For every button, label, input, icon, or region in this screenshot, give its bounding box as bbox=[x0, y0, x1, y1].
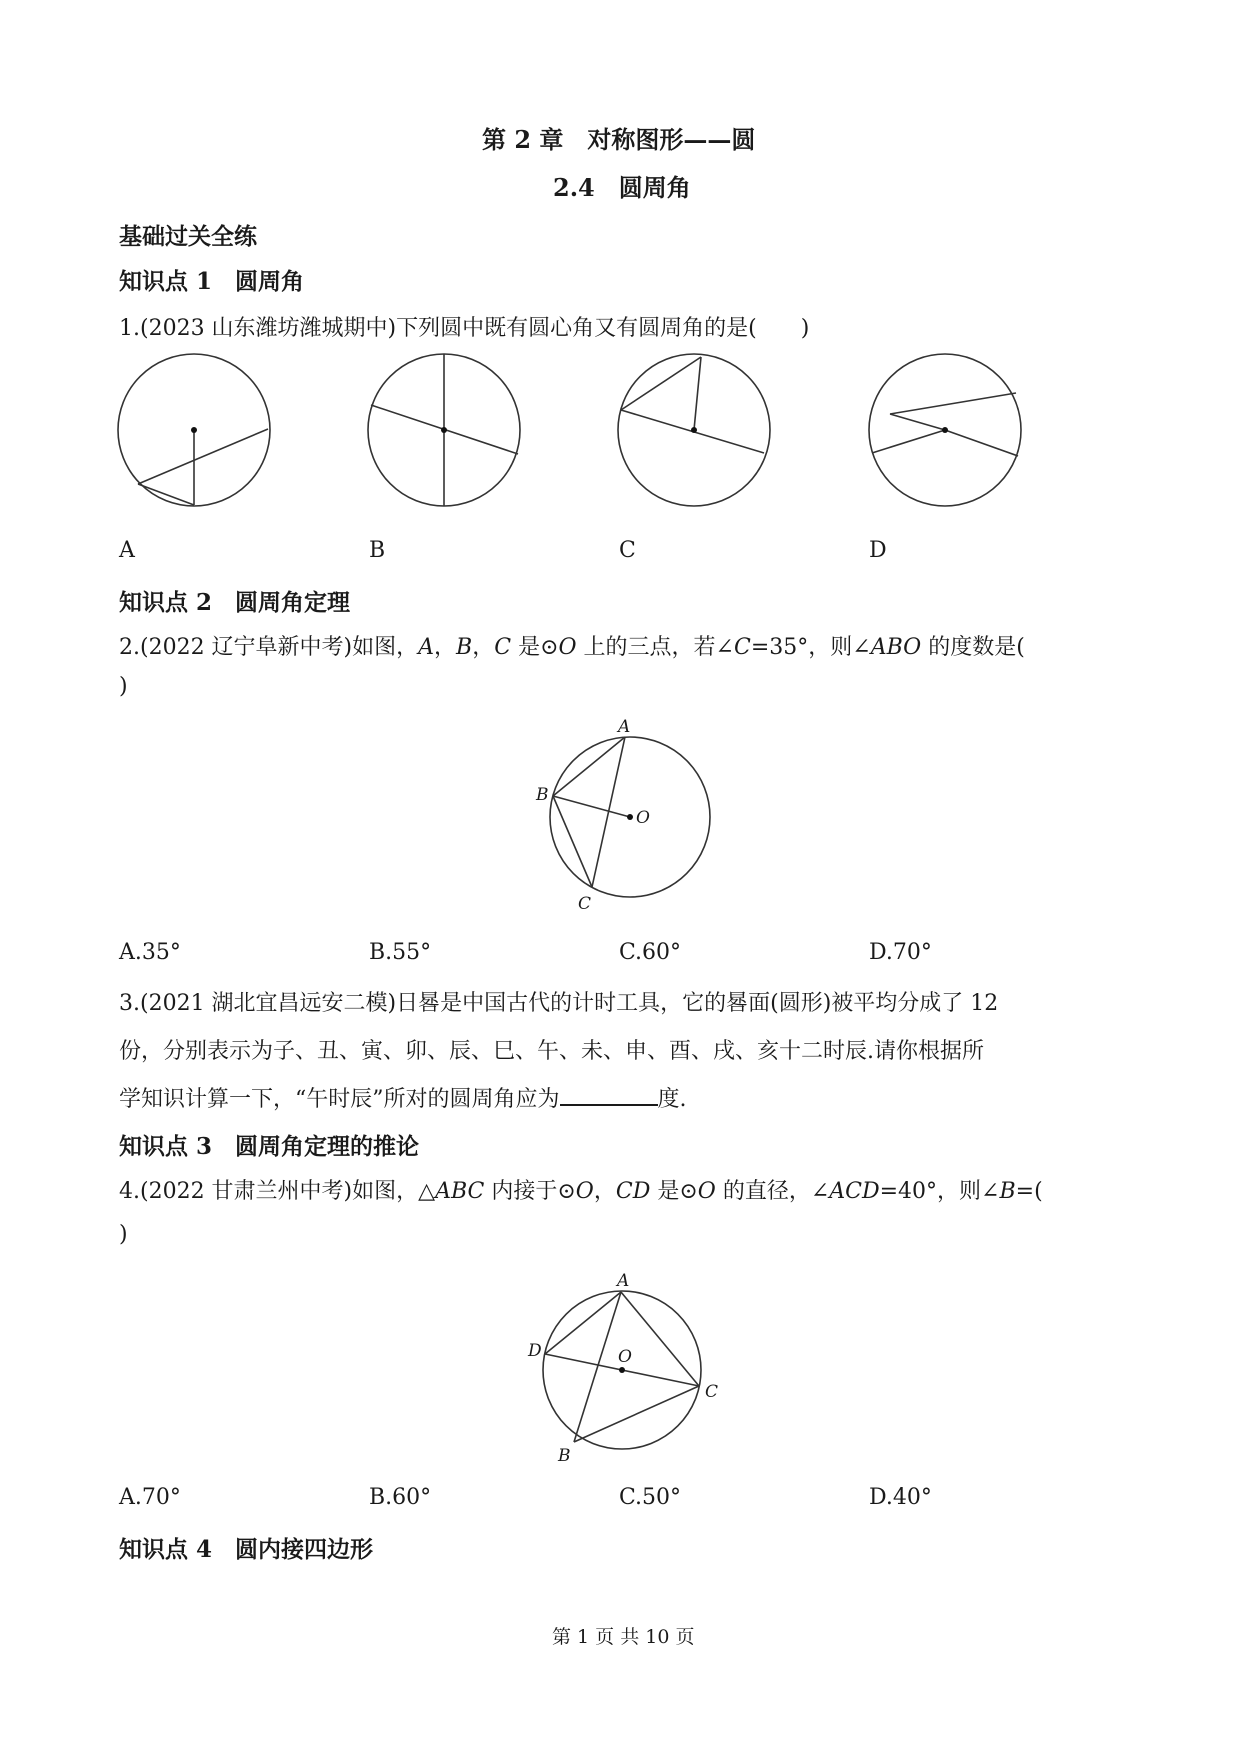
q2-label-o: O bbox=[636, 808, 650, 828]
q4-text-part1: 4.(2022 甘肃兰州中考)如图，△ bbox=[119, 1179, 436, 1204]
chapter-title: 第 2 章 对称图形——圆 bbox=[482, 125, 756, 154]
q2-label-a: A bbox=[618, 717, 631, 737]
question-2-close-paren: ) bbox=[119, 674, 128, 699]
q1-figure-d bbox=[868, 353, 1028, 513]
q1-option-c[interactable]: C bbox=[619, 538, 636, 563]
section-title: 2.4 圆周角 bbox=[553, 173, 691, 202]
q2-option-a[interactable]: A.35° bbox=[119, 940, 181, 965]
q3-line3-text: 学知识计算一下，“午时辰”所对的圆周角应为 bbox=[119, 1087, 560, 1112]
question-4-text bbox=[119, 1174, 1043, 1205]
q2-var-b: B bbox=[456, 635, 473, 660]
q4-var-o: O bbox=[575, 1179, 594, 1204]
q4-figure bbox=[520, 1266, 760, 1466]
knowledge-point-1-title: 知识点 1 圆周角 bbox=[119, 268, 305, 295]
q2-option-d[interactable]: D.70° bbox=[869, 940, 932, 965]
question-1-text: 1.(2023 山东潍坊潍城期中)下列圆中既有圆心角又有圆周角的是( ) bbox=[119, 316, 810, 341]
q2-text-part5: 的度数是( bbox=[921, 635, 1025, 660]
q3-line3-end: 度. bbox=[657, 1087, 687, 1112]
q4-text-part2: 内接于⊙ bbox=[484, 1179, 576, 1204]
q4-option-d[interactable]: D.40° bbox=[869, 1485, 932, 1510]
q3-answer-blank[interactable] bbox=[560, 1086, 658, 1106]
q2-sep2: ， bbox=[472, 635, 495, 660]
q2-label-c: C bbox=[578, 894, 592, 914]
page-footer: 第 1 页 共 10 页 bbox=[552, 1626, 695, 1648]
q4-text-part7: =( bbox=[1015, 1179, 1043, 1204]
q1-option-a[interactable]: A bbox=[119, 538, 135, 563]
q1-figure-c bbox=[617, 353, 777, 513]
q2-var-a: A bbox=[418, 635, 435, 660]
q4-text-part3: ， bbox=[593, 1179, 616, 1204]
q4-option-a[interactable]: A.70° bbox=[119, 1485, 181, 1510]
q4-label-d: D bbox=[528, 1341, 542, 1361]
question-2-text bbox=[119, 630, 1025, 661]
q4-var-abc: ABC bbox=[435, 1179, 485, 1204]
q4-label-o: O bbox=[618, 1347, 632, 1367]
part-title: 基础过关全练 bbox=[119, 223, 257, 250]
question-4-close-paren: ) bbox=[119, 1222, 128, 1247]
q2-sep1: ， bbox=[434, 635, 457, 660]
q4-text-part5: 的直径，∠ bbox=[715, 1179, 830, 1204]
knowledge-point-4-title: 知识点 4 圆内接四边形 bbox=[119, 1536, 374, 1563]
question-3-line2: 份，分别表示为子、丑、寅、卯、辰、巳、午、未、申、酉、戌、亥十二时辰.请你根据所 bbox=[119, 1039, 984, 1064]
q4-var-b: B bbox=[999, 1179, 1016, 1204]
q4-var-acd: ACD bbox=[829, 1179, 880, 1204]
q2-text-part3: 上的三点，若∠ bbox=[576, 635, 734, 660]
q2-option-b[interactable]: B.55° bbox=[369, 940, 432, 965]
q2-var-c2: C bbox=[734, 635, 751, 660]
q1-option-b[interactable]: B bbox=[369, 538, 386, 563]
q2-text-part2: 是⊙ bbox=[511, 635, 559, 660]
question-3-line1: 3.(2021 湖北宜昌远安二模)日晷是中国古代的计时工具，它的晷面(圆形)被平均分成了 12 bbox=[119, 991, 999, 1016]
q2-text-part1: 2.(2022 辽宁阜新中考)如图， bbox=[119, 635, 419, 660]
q4-label-b: B bbox=[558, 1446, 571, 1466]
q4-option-b[interactable]: B.60° bbox=[369, 1485, 432, 1510]
knowledge-point-3-title: 知识点 3 圆周角定理的推论 bbox=[119, 1133, 420, 1160]
q2-text-part4: =35°，则∠ bbox=[750, 635, 871, 660]
q2-var-o: O bbox=[558, 635, 577, 660]
q4-text-part6: =40°，则∠ bbox=[879, 1179, 1000, 1204]
q2-var-c: C bbox=[494, 635, 512, 660]
q4-option-c[interactable]: C.50° bbox=[619, 1485, 682, 1510]
q4-label-c: C bbox=[705, 1382, 719, 1402]
q2-label-b: B bbox=[536, 785, 549, 805]
q4-var-o2: O bbox=[697, 1179, 716, 1204]
q4-text-part4: 是⊙ bbox=[650, 1179, 698, 1204]
knowledge-point-2-title: 知识点 2 圆周角定理 bbox=[119, 589, 351, 616]
q2-option-c[interactable]: C.60° bbox=[619, 940, 682, 965]
q1-figure-a bbox=[117, 353, 277, 513]
q1-figure-b bbox=[367, 353, 527, 513]
q2-var-abo: ABO bbox=[870, 635, 922, 660]
q1-option-d[interactable]: D bbox=[869, 538, 887, 563]
q4-label-a: A bbox=[617, 1271, 630, 1291]
question-3-line3 bbox=[119, 1082, 687, 1113]
q2-figure bbox=[530, 717, 750, 920]
q4-var-cd: CD bbox=[615, 1179, 651, 1204]
